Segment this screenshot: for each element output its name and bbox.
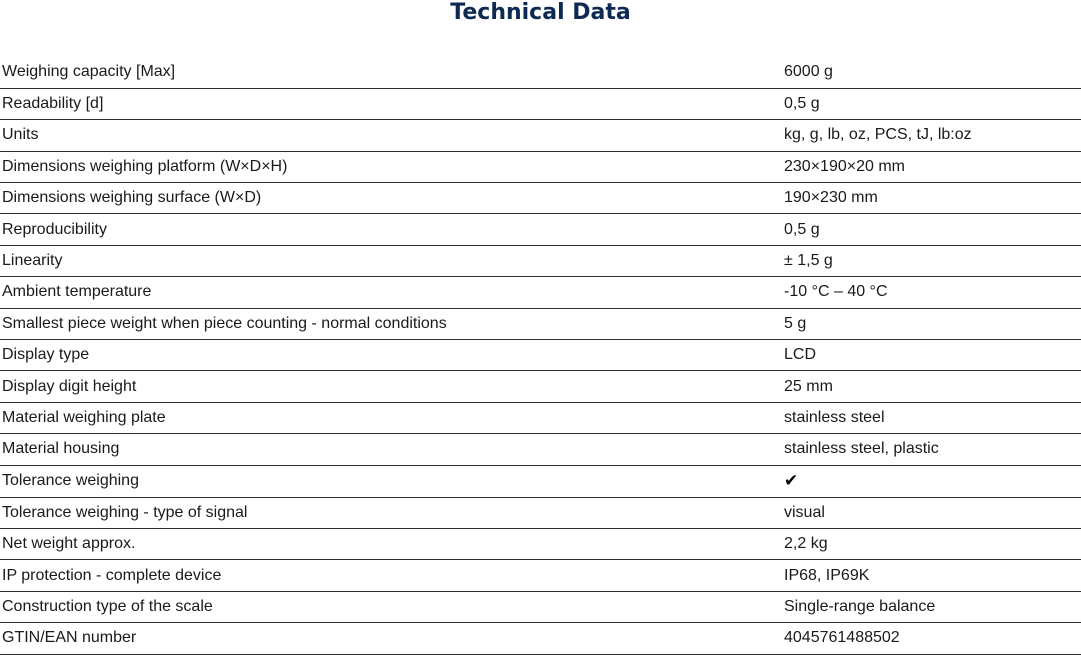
spec-value: 4045761488502 bbox=[781, 623, 1081, 654]
spec-label: Linearity bbox=[0, 245, 781, 276]
spec-label: Material weighing plate bbox=[0, 402, 781, 433]
spec-label: Tolerance weighing - type of signal bbox=[0, 497, 781, 528]
spec-value: stainless steel, plastic bbox=[781, 434, 1081, 465]
table-row bbox=[0, 402, 1081, 433]
table-row bbox=[0, 120, 1081, 151]
spec-label: Dimensions weighing platform (W×D×H) bbox=[0, 151, 781, 182]
spec-label: Smallest piece weight when piece counting - normal conditions bbox=[0, 308, 781, 339]
spec-value: 230×190×20 mm bbox=[781, 151, 1081, 182]
table-row bbox=[0, 88, 1081, 119]
table-row bbox=[0, 183, 1081, 214]
spec-label: Reproducibility bbox=[0, 214, 781, 245]
spec-value: ± 1,5 g bbox=[781, 245, 1081, 276]
spec-label: GTIN/EAN number bbox=[0, 623, 781, 654]
spec-value: kg, g, lb, oz, PCS, tJ, lb:oz bbox=[781, 120, 1081, 151]
spec-value: stainless steel bbox=[781, 402, 1081, 433]
spec-label: Net weight approx. bbox=[0, 528, 781, 559]
table-row bbox=[0, 214, 1081, 245]
table-row bbox=[0, 497, 1081, 528]
table-row bbox=[0, 591, 1081, 622]
spec-value: 190×230 mm bbox=[781, 183, 1081, 214]
table-row bbox=[0, 277, 1081, 308]
table-row bbox=[0, 434, 1081, 465]
table-row bbox=[0, 57, 1081, 88]
table-row bbox=[0, 465, 1081, 497]
spec-label: Display digit height bbox=[0, 371, 781, 402]
spec-value: 25 mm bbox=[781, 371, 1081, 402]
spec-label: Tolerance weighing bbox=[0, 465, 781, 497]
table-row bbox=[0, 371, 1081, 402]
spec-value: LCD bbox=[781, 340, 1081, 371]
table-row bbox=[0, 623, 1081, 654]
spec-label: Dimensions weighing surface (W×D) bbox=[0, 183, 781, 214]
checkmark-icon: ✔ bbox=[784, 470, 799, 490]
spec-value: -10 °C – 40 °C bbox=[781, 277, 1081, 308]
spec-label: Units bbox=[0, 120, 781, 151]
spec-value: 2,2 kg bbox=[781, 528, 1081, 559]
spec-value: 0,5 g bbox=[781, 214, 1081, 245]
spec-label: Display type bbox=[0, 340, 781, 371]
technical-data-table bbox=[0, 57, 1081, 655]
spec-value: Single-range balance bbox=[781, 591, 1081, 622]
spec-value: 0,5 g bbox=[781, 88, 1081, 119]
spec-label: Readability [d] bbox=[0, 88, 781, 119]
table-row bbox=[0, 340, 1081, 371]
spec-label: Construction type of the scale bbox=[0, 591, 781, 622]
spec-value: IP68, IP69K bbox=[781, 560, 1081, 591]
table-row bbox=[0, 245, 1081, 276]
table-row bbox=[0, 560, 1081, 591]
spec-label: Ambient temperature bbox=[0, 277, 781, 308]
spec-label: Material housing bbox=[0, 434, 781, 465]
spec-value: 6000 g bbox=[781, 57, 1081, 88]
table-row bbox=[0, 308, 1081, 339]
spec-label: IP protection - complete device bbox=[0, 560, 781, 591]
spec-value bbox=[781, 465, 1081, 497]
table-row bbox=[0, 528, 1081, 559]
spec-value: 5 g bbox=[781, 308, 1081, 339]
spec-value: visual bbox=[781, 497, 1081, 528]
table-row bbox=[0, 151, 1081, 182]
page-title: Technical Data bbox=[450, 0, 631, 25]
spec-label: Weighing capacity [Max] bbox=[0, 57, 781, 88]
